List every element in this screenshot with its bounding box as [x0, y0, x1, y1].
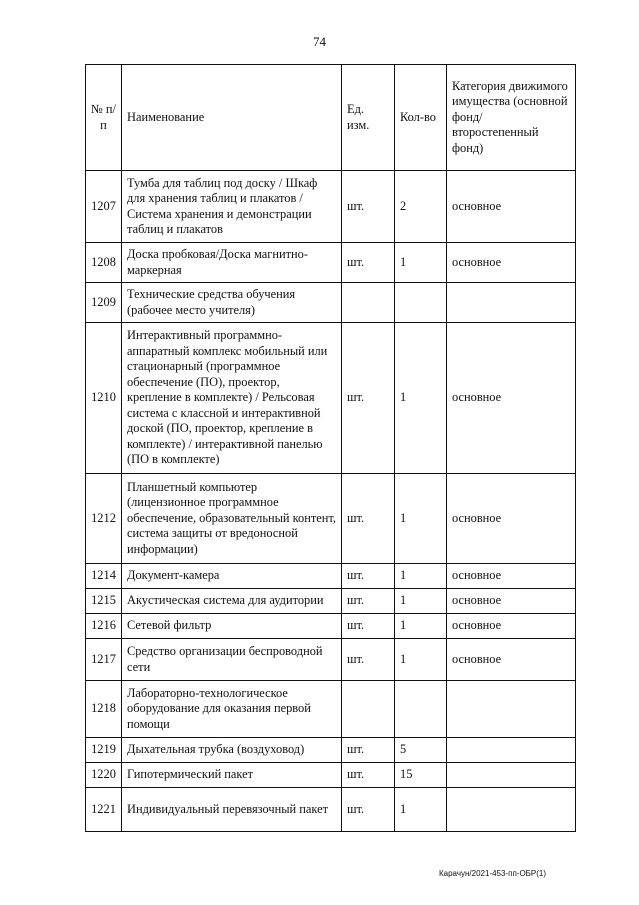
- row-unit: шт.: [342, 763, 395, 788]
- row-unit: шт.: [342, 589, 395, 614]
- row-number: 1221: [86, 788, 122, 832]
- row-quantity: 1: [395, 323, 447, 474]
- row-category: [447, 681, 576, 738]
- row-quantity: 1: [395, 474, 447, 564]
- row-number: 1208: [86, 243, 122, 283]
- row-quantity: 15: [395, 763, 447, 788]
- header-name: Наименование: [122, 65, 342, 171]
- row-name: Доска пробковая/Доска магнитно-маркерная: [122, 243, 342, 283]
- row-name: Средство организации беспроводной сети: [122, 639, 342, 681]
- row-name: Гипотермический пакет: [122, 763, 342, 788]
- page-number: 74: [313, 34, 326, 49]
- row-quantity: 1: [395, 614, 447, 639]
- row-unit: шт.: [342, 171, 395, 243]
- row-category: [447, 788, 576, 832]
- row-number: 1212: [86, 474, 122, 564]
- row-unit: шт.: [342, 243, 395, 283]
- header-number: № п/п: [86, 65, 122, 171]
- row-category: основное: [447, 589, 576, 614]
- row-category: [447, 738, 576, 763]
- row-unit: шт.: [342, 614, 395, 639]
- table-row: [86, 738, 576, 763]
- row-quantity: 5: [395, 738, 447, 763]
- row-quantity: 1: [395, 243, 447, 283]
- row-name: Интерактивный программно-аппаратный комплекс мобильный или стационарный (программное обеспечение (ПО), проектор, крепление в комплекте) / Рельсовая система с классной и интерактивной доской (ПО, проектор, крепление в комплекте) / интерактивной панелью (ПО в комплекте): [122, 323, 342, 474]
- row-name: Планшетный компьютер (лицензионное программное обеспечение, образовательный контент, система защиты от вредоносной информации): [122, 474, 342, 564]
- row-number: 1207: [86, 171, 122, 243]
- table-row: [86, 763, 576, 788]
- row-number: 1215: [86, 589, 122, 614]
- row-number: 1209: [86, 283, 122, 323]
- table-row: [86, 639, 576, 681]
- header-category: Категория движимого имущества (основной фонд/ второстепенный фонд): [447, 65, 576, 171]
- document-footer-code: Карачун/2021-453-пп-ОБР(1): [439, 869, 547, 878]
- table-row: [86, 171, 576, 243]
- table-row: [86, 474, 576, 564]
- row-unit: шт.: [342, 738, 395, 763]
- row-number: 1214: [86, 564, 122, 589]
- row-quantity: 1: [395, 788, 447, 832]
- table-row: [86, 614, 576, 639]
- row-number: 1217: [86, 639, 122, 681]
- table-row: [86, 564, 576, 589]
- table-row: [86, 589, 576, 614]
- row-unit: [342, 681, 395, 738]
- row-category: основное: [447, 323, 576, 474]
- row-name: Индивидуальный перевязочный пакет: [122, 788, 342, 832]
- row-quantity: 2: [395, 171, 447, 243]
- row-quantity: 1: [395, 639, 447, 681]
- table-header-row: [86, 65, 576, 171]
- table-row: [86, 323, 576, 474]
- table-row: [86, 788, 576, 832]
- row-quantity: 1: [395, 589, 447, 614]
- row-number: 1216: [86, 614, 122, 639]
- row-category: основное: [447, 474, 576, 564]
- row-number: 1210: [86, 323, 122, 474]
- row-name: Лабораторно-технологическое оборудование для оказания первой помощи: [122, 681, 342, 738]
- row-category: основное: [447, 171, 576, 243]
- header-quantity: Кол-во: [395, 65, 447, 171]
- row-name: Технические средства обучения (рабочее место учителя): [122, 283, 342, 323]
- row-number: 1219: [86, 738, 122, 763]
- row-unit: [342, 283, 395, 323]
- row-number: 1220: [86, 763, 122, 788]
- row-category: [447, 283, 576, 323]
- row-unit: шт.: [342, 639, 395, 681]
- row-name: Сетевой фильтр: [122, 614, 342, 639]
- row-category: основное: [447, 564, 576, 589]
- row-category: основное: [447, 614, 576, 639]
- row-name: Тумба для таблиц под доску / Шкаф для хранения таблиц и плакатов / Система хранения и демонстрации таблиц и плакатов: [122, 171, 342, 243]
- row-unit: шт.: [342, 323, 395, 474]
- header-unit: Ед. изм.: [342, 65, 395, 171]
- row-unit: шт.: [342, 788, 395, 832]
- row-name: Документ-камера: [122, 564, 342, 589]
- row-name: Акустическая система для аудитории: [122, 589, 342, 614]
- row-category: основное: [447, 243, 576, 283]
- row-quantity: [395, 681, 447, 738]
- row-number: 1218: [86, 681, 122, 738]
- table-row: [86, 283, 576, 323]
- row-quantity: 1: [395, 564, 447, 589]
- row-unit: шт.: [342, 564, 395, 589]
- row-unit: шт.: [342, 474, 395, 564]
- row-name: Дыхательная трубка (воздуховод): [122, 738, 342, 763]
- equipment-table: [85, 64, 576, 832]
- table-row: [86, 681, 576, 738]
- row-category: [447, 763, 576, 788]
- row-category: основное: [447, 639, 576, 681]
- table-row: [86, 243, 576, 283]
- row-quantity: [395, 283, 447, 323]
